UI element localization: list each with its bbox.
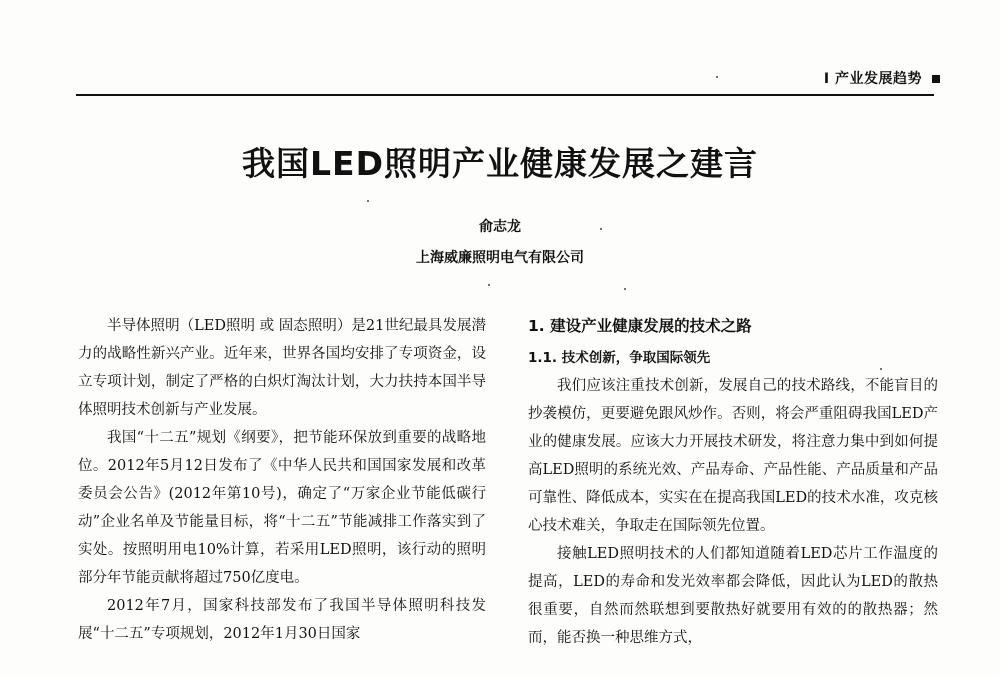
left-column — [78, 312, 486, 648]
header-rule — [76, 94, 934, 96]
right-column — [528, 312, 938, 652]
scan-speck — [880, 368, 882, 370]
author-affiliation: 上海威廉照明电气有限公司 — [416, 250, 584, 266]
subsection-heading: 1.1. 技术创新，争取国际领先 — [528, 350, 711, 366]
author-name: 俞志龙 — [479, 219, 521, 235]
section-label-text: I 产业发展趋势 — [823, 71, 922, 87]
scan-speck — [624, 288, 626, 290]
scan-speck — [367, 200, 369, 202]
body-paragraph: 我们应该注重技术创新，发展自己的技术路线，不能盲目的抄袭模仿，更要避免跟风炒作。否则，将会严重阻碍我国LED产业的健康发展。应该大力开展技术研发，将注意力集中到如何提高LED照明的系统光效、产品寿命、产品性能、产品质量和产品可靠性、降低成本，实实在在提高我国LED的技术水准，攻克核心技术难关，争取走在国际领先位置。 — [528, 378, 938, 534]
section-marker-icon — [932, 75, 940, 83]
body-paragraph: 我国“十二五”规划《纲要》，把节能环保放到重要的战略地位。2012年5月12日发布了《中华人民共和国国家发展和改革委员会公告》(2012年第10号)，确定了“万家企业节能低碳行动”企业名单及节能量目标，将“十二五”节能减排工作落实到了实处。按照明用电10%计算，若采用LED照明，该行动的照明部分年节能贡献将超过750亿度电。 — [78, 430, 486, 586]
scan-speck — [716, 76, 718, 78]
scan-speck — [600, 228, 602, 230]
body-paragraph: 2012年7月，国家科技部发布了我国半导体照明科技发展“十二五”专项规划，2012年1月30日国家 — [78, 598, 486, 642]
body-paragraph: 接触LED照明技术的人们都知道随着LED芯片工作温度的提高，LED的寿命和发光效率都会降低，因此认为LED的散热很重要，自然而然联想到要散热好就要用有效的的散热器；然而，能否换一种思维方式， — [528, 546, 938, 646]
body-paragraph: 半导体照明（LED照明 或 固态照明）是21世纪最具发展潜力的战略性新兴产业。近年来，世界各国均安排了专项资金，设立专项计划，制定了严格的白炽灯淘汰计划，大力扶持本国半导体照明技术创新与产业发展。 — [78, 318, 486, 418]
section-label — [824, 68, 940, 88]
article-title: 我国LED照明产业健康发展之建言 — [242, 144, 758, 183]
scan-speck — [488, 284, 490, 286]
section-heading: 1. 建设产业健康发展的技术之路 — [528, 317, 752, 335]
